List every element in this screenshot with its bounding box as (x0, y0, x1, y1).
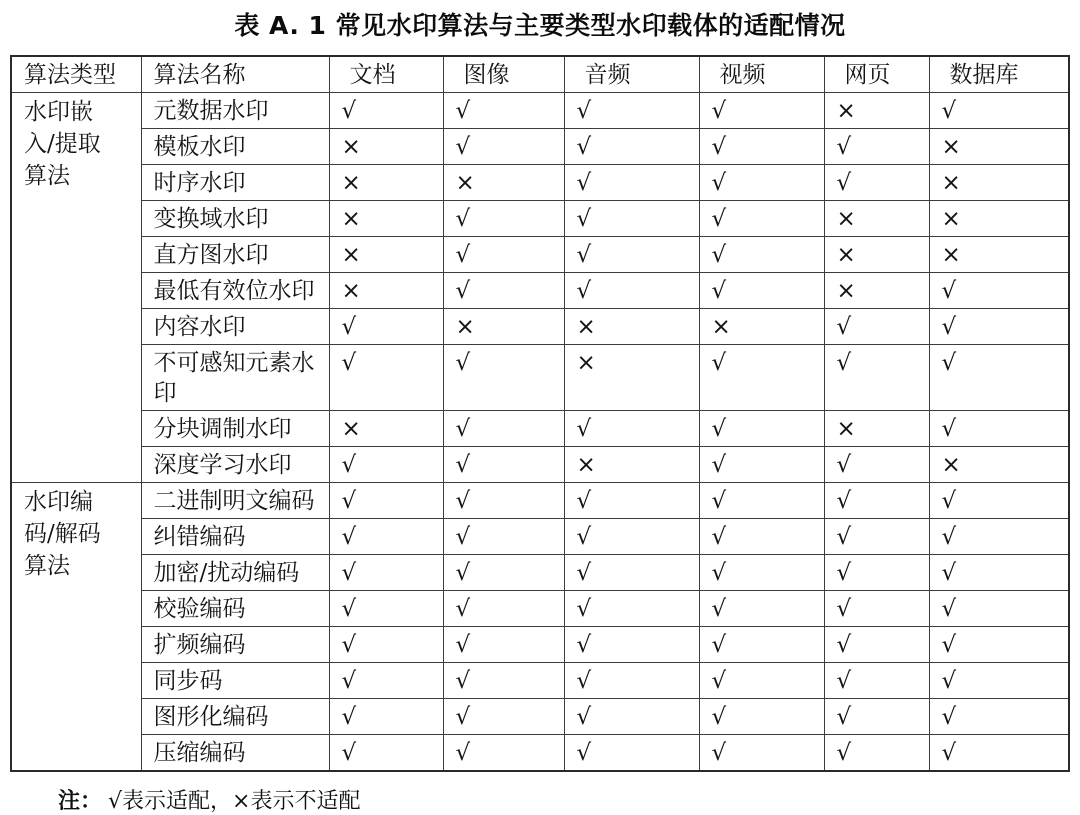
algorithm-name-cell: 直方图水印 (141, 237, 329, 273)
compatible-mark: √ (824, 591, 929, 627)
algorithm-name-cell: 加密/扰动编码 (141, 555, 329, 591)
compatible-mark: √ (443, 273, 564, 309)
compatible-mark: √ (824, 555, 929, 591)
compatible-mark: √ (699, 201, 824, 237)
compatible-mark: √ (443, 201, 564, 237)
algorithm-name-cell: 纠错编码 (141, 519, 329, 555)
compatible-mark: √ (329, 309, 443, 345)
compatible-mark: √ (699, 699, 824, 735)
legend-note (58, 784, 360, 815)
algorithm-name-cell: 内容水印 (141, 309, 329, 345)
table-row (11, 447, 1069, 483)
compatible-mark: √ (443, 627, 564, 663)
algorithm-name-cell: 时序水印 (141, 165, 329, 201)
header-row (11, 56, 1069, 93)
algorithm-name-cell: 不可感知元素水印 (141, 345, 329, 411)
incompatible-mark: × (824, 93, 929, 129)
algorithm-type-label: 水印编码/解码算法 (24, 489, 101, 579)
incompatible-mark: × (929, 201, 1069, 237)
table-row (11, 237, 1069, 273)
algorithm-type-label: 水印嵌入/提取算法 (24, 99, 101, 189)
algorithm-name-cell: 分块调制水印 (141, 411, 329, 447)
column-header-document: 文档 (329, 56, 443, 93)
compatible-mark: √ (329, 447, 443, 483)
incompatible-mark: × (329, 237, 443, 273)
compatible-mark: √ (929, 663, 1069, 699)
incompatible-mark: × (443, 165, 564, 201)
compatible-mark: √ (929, 519, 1069, 555)
compatible-mark: √ (824, 519, 929, 555)
compatible-mark: √ (329, 483, 443, 519)
incompatible-mark: × (329, 201, 443, 237)
table-row (11, 345, 1069, 411)
compatible-mark: √ (929, 699, 1069, 735)
table-row (11, 483, 1069, 519)
compatible-mark: √ (824, 129, 929, 165)
incompatible-mark: × (564, 447, 699, 483)
compatible-mark: √ (929, 93, 1069, 129)
incompatible-mark: × (699, 309, 824, 345)
compatible-mark: √ (699, 519, 824, 555)
algorithm-name-cell: 模板水印 (141, 129, 329, 165)
compatible-mark: √ (564, 273, 699, 309)
compatible-mark: √ (929, 273, 1069, 309)
compatible-mark: √ (824, 345, 929, 411)
incompatible-mark: × (824, 237, 929, 273)
compatible-mark: √ (824, 447, 929, 483)
compatibility-table (10, 55, 1070, 772)
algorithm-name-cell: 压缩编码 (141, 735, 329, 772)
compatible-mark: √ (824, 627, 929, 663)
algorithm-name-cell: 图形化编码 (141, 699, 329, 735)
table-row (11, 411, 1069, 447)
table-row (11, 735, 1069, 772)
compatible-mark: √ (443, 519, 564, 555)
algorithm-name-cell: 变换域水印 (141, 201, 329, 237)
compatible-mark: √ (929, 483, 1069, 519)
column-header-database: 数据库 (929, 56, 1069, 93)
algorithm-type-cell (11, 483, 141, 772)
compatible-mark: √ (824, 309, 929, 345)
legend-note-prefix: 注： (58, 789, 103, 814)
column-header-image: 图像 (443, 56, 564, 93)
compatible-mark: √ (929, 309, 1069, 345)
compatible-mark: √ (824, 663, 929, 699)
compatible-mark: √ (443, 735, 564, 772)
incompatible-mark: × (329, 273, 443, 309)
incompatible-mark: × (564, 309, 699, 345)
compatible-mark: √ (329, 345, 443, 411)
incompatible-mark: × (929, 447, 1069, 483)
incompatible-mark: × (329, 165, 443, 201)
compatible-mark: √ (824, 735, 929, 772)
table-row (11, 591, 1069, 627)
compatible-mark: √ (443, 591, 564, 627)
compatible-mark: √ (329, 591, 443, 627)
compatible-mark: √ (929, 591, 1069, 627)
compatible-mark: √ (564, 411, 699, 447)
compatible-mark: √ (929, 345, 1069, 411)
algorithm-name-cell: 校验编码 (141, 591, 329, 627)
table-row (11, 129, 1069, 165)
compatible-mark: √ (824, 483, 929, 519)
algorithm-name-cell: 深度学习水印 (141, 447, 329, 483)
table-row (11, 663, 1069, 699)
compatible-mark: √ (929, 555, 1069, 591)
compatible-mark: √ (329, 93, 443, 129)
table-row (11, 201, 1069, 237)
table-body (11, 93, 1069, 772)
table-row (11, 555, 1069, 591)
algorithm-name-cell: 二进制明文编码 (141, 483, 329, 519)
compatible-mark: √ (824, 165, 929, 201)
compatible-mark: √ (929, 411, 1069, 447)
column-header-algorithm-type: 算法类型 (11, 56, 141, 93)
compatible-mark: √ (699, 483, 824, 519)
compatible-mark: √ (564, 555, 699, 591)
compatible-mark: √ (699, 93, 824, 129)
compatible-mark: √ (564, 165, 699, 201)
incompatible-mark: × (824, 411, 929, 447)
algorithm-name-cell: 扩频编码 (141, 627, 329, 663)
compatible-mark: √ (564, 735, 699, 772)
compatible-mark: √ (699, 237, 824, 273)
compatible-mark: √ (564, 93, 699, 129)
compatible-mark: √ (443, 483, 564, 519)
compatible-mark: √ (443, 237, 564, 273)
compatible-mark: √ (699, 627, 824, 663)
compatible-mark: √ (443, 663, 564, 699)
table-row (11, 519, 1069, 555)
compatible-mark: √ (699, 663, 824, 699)
table-header (11, 56, 1069, 93)
incompatible-mark: × (929, 237, 1069, 273)
compatible-mark: √ (564, 627, 699, 663)
compatible-mark: √ (564, 519, 699, 555)
compatible-mark: √ (564, 483, 699, 519)
compatible-mark: √ (443, 699, 564, 735)
compatible-mark: √ (699, 411, 824, 447)
compatible-mark: √ (564, 237, 699, 273)
compatible-mark: √ (929, 735, 1069, 772)
compatible-mark: √ (564, 663, 699, 699)
algorithm-name-cell: 同步码 (141, 663, 329, 699)
table-row (11, 309, 1069, 345)
compatible-mark: √ (443, 411, 564, 447)
compatible-mark: √ (699, 165, 824, 201)
compatible-mark: √ (443, 93, 564, 129)
compatible-mark: √ (443, 345, 564, 411)
compatible-mark: √ (699, 345, 824, 411)
compatible-mark: √ (699, 555, 824, 591)
algorithm-type-cell (11, 93, 141, 483)
compatible-mark: √ (443, 555, 564, 591)
compatible-mark: √ (329, 735, 443, 772)
algorithm-name-cell: 元数据水印 (141, 93, 329, 129)
table-row (11, 165, 1069, 201)
compatible-mark: √ (699, 591, 824, 627)
compatible-mark: √ (564, 201, 699, 237)
compatible-mark: √ (329, 555, 443, 591)
incompatible-mark: × (824, 201, 929, 237)
compatible-mark: √ (329, 663, 443, 699)
compatible-mark: √ (329, 519, 443, 555)
incompatible-mark: × (929, 129, 1069, 165)
incompatible-mark: × (929, 165, 1069, 201)
table-row (11, 699, 1069, 735)
compatible-mark: √ (699, 447, 824, 483)
column-header-audio: 音频 (564, 56, 699, 93)
table-row (11, 627, 1069, 663)
table-row (11, 273, 1069, 309)
column-header-webpage: 网页 (824, 56, 929, 93)
compatible-mark: √ (699, 129, 824, 165)
compatible-mark: √ (699, 735, 824, 772)
column-header-algorithm-name: 算法名称 (141, 56, 329, 93)
compatible-mark: √ (824, 699, 929, 735)
compatible-mark: √ (564, 699, 699, 735)
compatible-mark: √ (564, 591, 699, 627)
incompatible-mark: × (824, 273, 929, 309)
column-header-video: 视频 (699, 56, 824, 93)
compatible-mark: √ (443, 129, 564, 165)
incompatible-mark: × (443, 309, 564, 345)
compatible-mark: √ (329, 627, 443, 663)
compatible-mark: √ (329, 699, 443, 735)
compatible-mark: √ (564, 129, 699, 165)
algorithm-name-cell: 最低有效位水印 (141, 273, 329, 309)
incompatible-mark: × (329, 411, 443, 447)
table-row (11, 93, 1069, 129)
incompatible-mark: × (564, 345, 699, 411)
compatible-mark: √ (443, 447, 564, 483)
legend-note-text: √表示适配，×表示不适配 (108, 789, 361, 814)
table-title: 表 A. 1 常见水印算法与主要类型水印载体的适配情况 (234, 11, 846, 40)
compatible-mark: √ (929, 627, 1069, 663)
incompatible-mark: × (329, 129, 443, 165)
compatible-mark: √ (699, 273, 824, 309)
